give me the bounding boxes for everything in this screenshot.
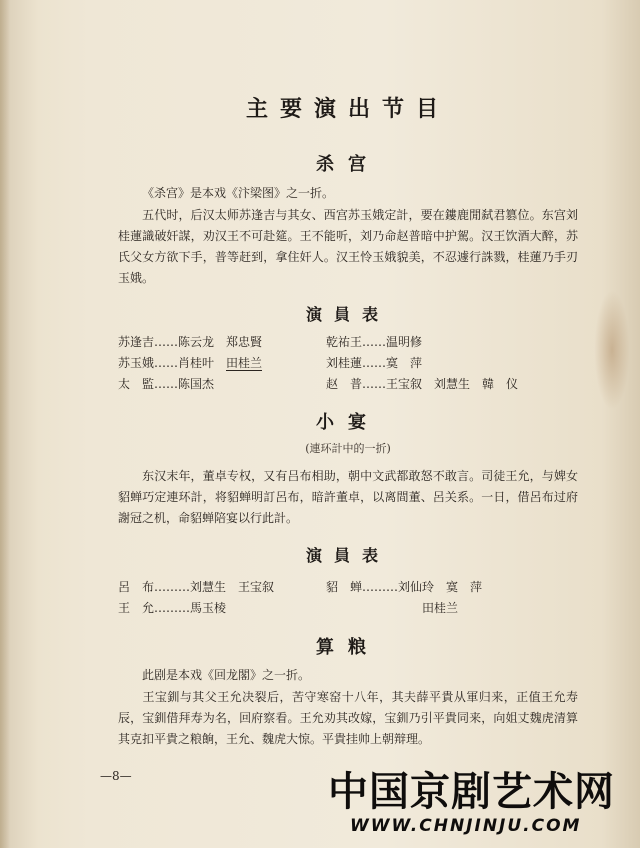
section-body-shagong: 五代时，后汉太师苏逢吉与其女、西宫苏玉娥定計，要在鏤鹿閒弑君篡位。东宫刘桂蓮識破奸謀，劝汉王不可赴筵。王不能听，刘乃命赵普暗中护駕。汉王饮酒大醉，苏氏父女方欲下手，普等赶到，拿住奸人。汉王怜玉娥貌美，不忍遽行誅戮，桂蓮乃手刃玉娥。 <box>118 208 578 285</box>
watermark-url: WWW.CHNJINJU.COM <box>350 816 582 836</box>
section-intro-shagong: 《杀宫》是本戏《汴梁图》之一折。 <box>142 186 335 200</box>
cast-line: 刘桂蓮……寞 萍 <box>326 356 423 370</box>
section-intro-suanliang: 此剧是本戏《回龙閣》之一折。 <box>142 668 311 682</box>
paper-stain <box>594 290 630 410</box>
section-title-xiaoyan: 小宴 <box>316 412 380 433</box>
cast-line: 貂 蝉………刘仙玲 寞 萍 <box>326 580 483 594</box>
page-edge-shadow <box>0 0 10 848</box>
cast-title-shagong: 演員表 <box>305 305 390 324</box>
cast-line: 呂 布………刘慧生 王宝叙 <box>118 580 275 594</box>
watermark-title: 中国京剧艺术网 <box>328 768 615 815</box>
cast-line: 太 監……陈国杰 <box>118 377 215 391</box>
section-title-shagong: 杀宫 <box>316 154 380 175</box>
section-subtitle-xiaoyan: (連环計中的一折) <box>305 442 391 455</box>
cast-line: 王 允………馬玉棱 <box>118 601 227 615</box>
cast-line: 田桂兰 <box>422 601 459 615</box>
cast-name-underlined: 田桂兰 <box>226 356 263 370</box>
cast-line: 苏玉娥……肖桂叶 田桂兰 <box>118 356 263 370</box>
page-number: —8— <box>100 769 132 783</box>
cast-line: 乾祐王……温明修 <box>326 335 423 349</box>
section-body-suanliang: 王宝釧与其父王允决裂后，苦守寒窑十八年，其夫薛平貴从軍归来，正值王允寿辰，宝釧借拜寿为名，回府察看。王允劝其改嫁，宝釧乃引平貴同来，向姐丈魏虎清算其克扣平貴之粮餉，王允、魏虎大惊。平貴挂帅上朝辩理。 <box>118 690 578 746</box>
page-title: 主要演出节目 <box>245 97 450 122</box>
section-title-suanliang: 算粮 <box>316 637 380 658</box>
cast-title-xiaoyan: 演員表 <box>305 546 390 565</box>
cast-line: 赵 普……王宝叙 刘慧生 韓 仪 <box>326 377 519 391</box>
cast-line: 苏逢吉……陈云龙 郑忠賢 <box>118 335 263 349</box>
section-body-xiaoyan: 东汉末年，董卓专权，又有吕布相助，朝中文武都敢怒不敢言。司徒王允，与婢女貂蝉巧定連环計，将貂蝉明訂呂布，暗許董卓，以离間董、呂关系。一日，借呂布过府謝冠之机，命貂蝉陪宴以行此計。 <box>118 469 578 525</box>
